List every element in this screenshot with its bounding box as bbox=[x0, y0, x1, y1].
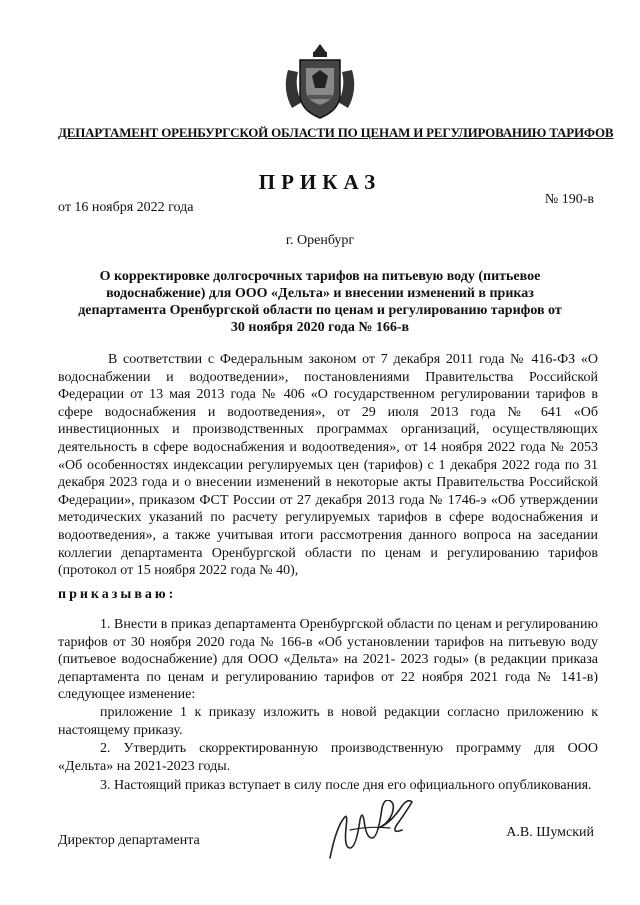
handwritten-signature bbox=[320, 800, 430, 870]
signer-position: Директор департамента bbox=[58, 833, 200, 848]
order-word: приказываю: bbox=[58, 587, 177, 602]
preamble-paragraph: В соответствии с Федеральным законом от 7 декабря 2011 года № 416-ФЗ «О водоснабжении и водоотведении», постановлениями Правительства Российской Федерации от 13 мая 2013 года № 406 «О государственном регулировании тарифов в сфере водоснабжения и водоотведения», от 29 июля 2013 года № 641 «Об инвестиционных и производственных программах организаций, осуществляющих деятельность в сфере водоснабжения и водоотведения», от 14 ноября 2022 года № 2053 «Об особенностях индексации регулируемых цен (тарифов) с 1 декабря 2022 года по 31 декабря 2023 года и о внесении изменений в некоторые акты Правительства Российской Федерации», приказом ФСТ России от 27 декабря 2013 года № 1746-э «Об утверждении методических указаний по расчету регулируемых тарифов в сфере водоснабжения и водоотведения», а также учитывая итоги рассмотрения данного вопроса на заседании коллегии департамента Оренбургской области по ценам и регулированию тарифов (протокол от 15 ноября 2022 года № 40), bbox=[58, 352, 598, 579]
signer-name: А.В. Шумский bbox=[506, 825, 594, 840]
order-item-3: 3. Настоящий приказ вступает в силу после дня его официального опубликования. bbox=[100, 778, 592, 793]
document-title: ПРИКАЗ bbox=[258, 170, 382, 194]
order-item-1-subclause: приложение 1 к приказу изложить в новой редакции согласно приложению к настоящему приказу. bbox=[58, 705, 598, 738]
order-number: № 190-в bbox=[544, 192, 594, 207]
order-item-1: 1. Внести в приказ департамента Оренбургской области по ценам и регулированию тарифов от 30 ноября 2020 года № 166-в «Об установлении тарифов на питьевую воду (питьевое водоснабжение) для ООО «Дельта» на 2021- 2023 годы» (в редакции приказа департамента по ценам и регулированию тарифов от 22 ноября 2021 года № 141-в) следующее изменение: bbox=[58, 617, 598, 703]
order-subject: О корректировке долгосрочных тарифов на питьевую воду (питьевое водоснабжение) для ООО «Дельта» и внесении изменений в приказ департамента Оренбургской области по ценам и регулированию тарифов от 30 ноября 2020 года № 166-в bbox=[78, 269, 562, 335]
city: г. Оренбург bbox=[285, 233, 355, 248]
order-date: от 16 ноября 2022 года bbox=[58, 200, 194, 215]
department-name: ДЕПАРТАМЕНТ ОРЕНБУРГСКОЙ ОБЛАСТИ ПО ЦЕНАМ И РЕГУЛИРОВАНИЮ ТАРИФОВ bbox=[58, 125, 614, 140]
order-item-2: 2. Утвердить скорректированную производственную программу для ООО «Дельта» на 2021-2023 годы. bbox=[58, 741, 598, 774]
coat-of-arms-emblem bbox=[280, 40, 360, 124]
